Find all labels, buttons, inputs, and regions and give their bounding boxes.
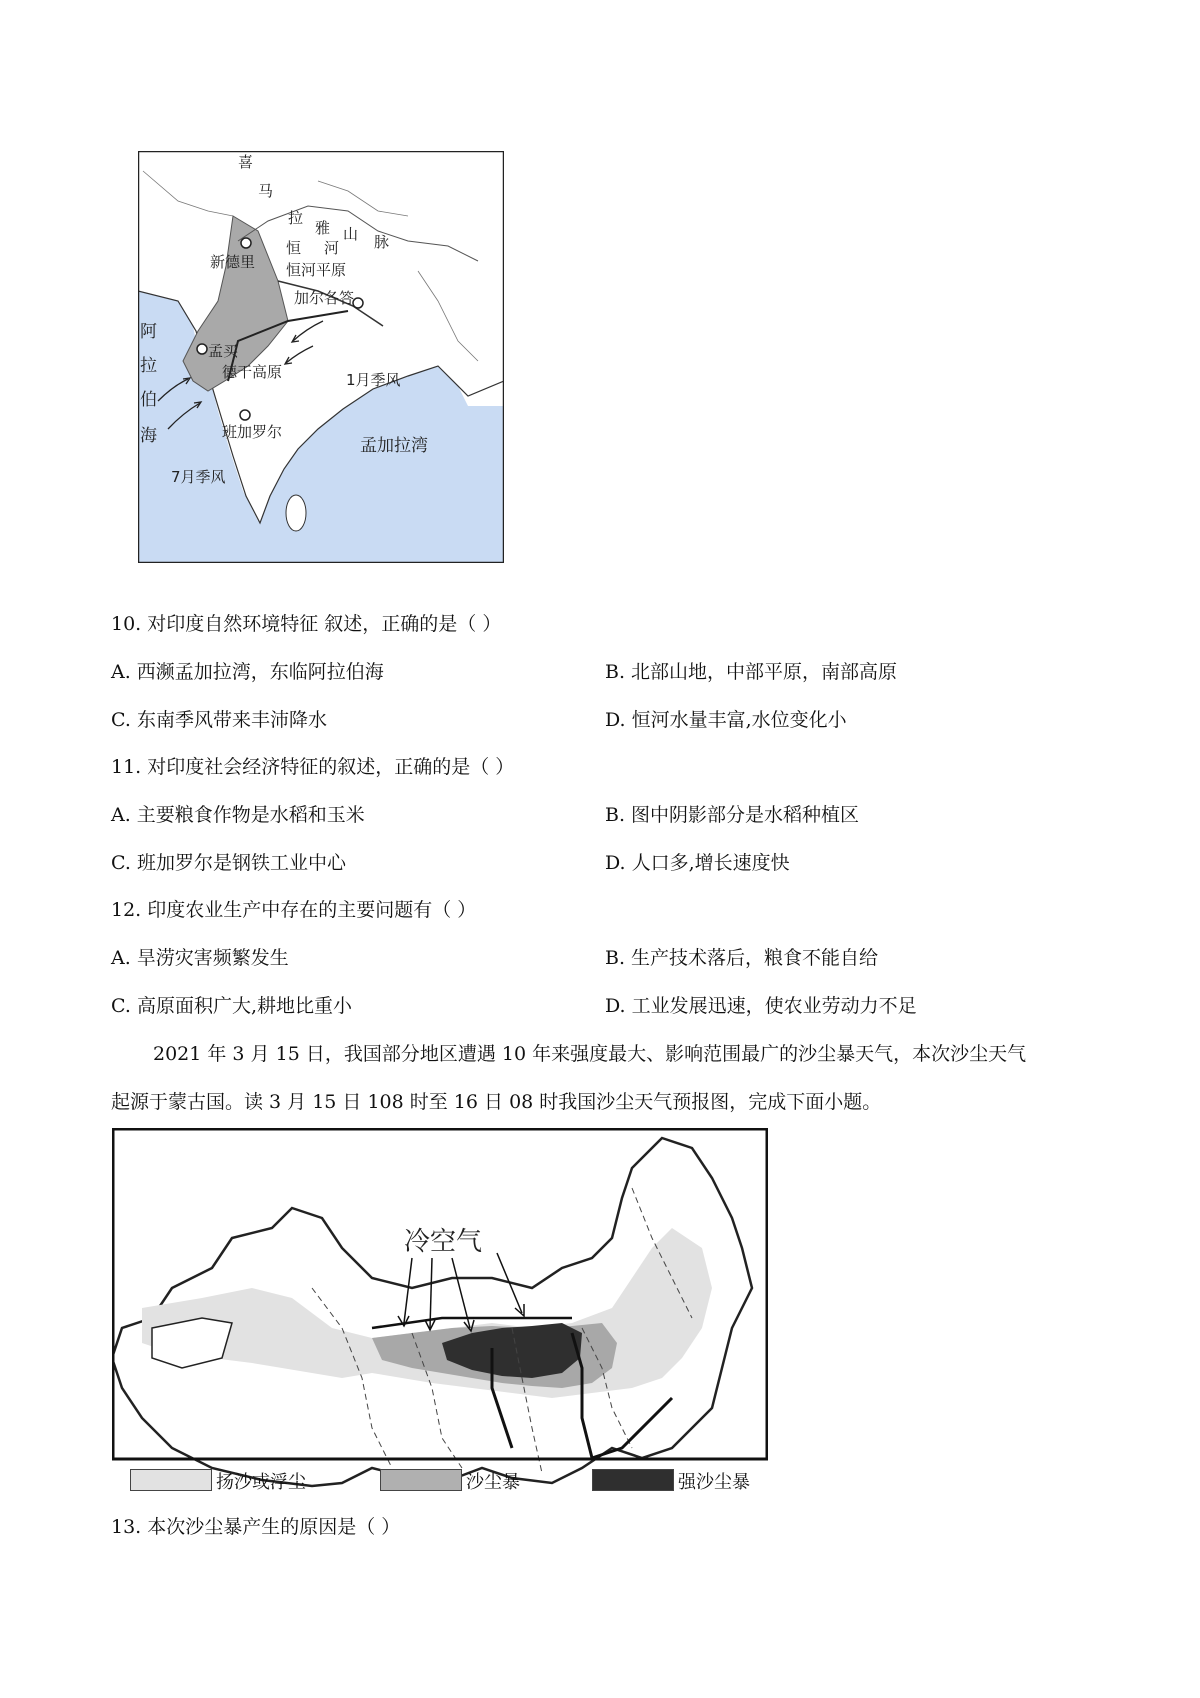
india-map-figure <box>138 151 504 563</box>
question-11-option-d[interactable]: D. 人口多,增长速度快 <box>605 852 790 874</box>
question-11-option-c[interactable]: C. 班加罗尔是钢铁工业中心 <box>111 852 346 874</box>
deccan-label: 德干高原 <box>222 363 283 381</box>
himalaya-char-4: 雅 <box>315 219 331 237</box>
question-12-option-c[interactable]: C. 高原面积广大,耕地比重小 <box>111 995 352 1017</box>
legend-swatch-dark <box>592 1469 674 1491</box>
new-delhi-marker <box>241 238 251 248</box>
question-11-stem: 11. 对印度社会经济特征的叙述，正确的是（ ） <box>111 756 515 778</box>
jan-monsoon-label: 1月季风 <box>346 371 401 389</box>
ganges-char-1: 恒 <box>286 239 302 257</box>
question-12-option-a[interactable]: A. 旱涝灾害频繁发生 <box>111 947 289 969</box>
arabian-sea-char-2: 拉 <box>140 356 157 376</box>
kolkata-marker <box>353 298 363 308</box>
bay-of-bengal-label: 孟加拉湾 <box>360 436 428 456</box>
arabian-sea-char-3: 伯 <box>140 390 157 410</box>
jul-monsoon-label: 7月季风 <box>171 468 226 486</box>
cold-air-label: 冷空气 <box>404 1227 483 1257</box>
question-10-stem: 10. 对印度自然环境特征 叙述，正确的是（ ） <box>111 613 502 635</box>
question-12-option-b[interactable]: B. 生产技术落后，粮食不能自给 <box>605 947 879 969</box>
india-map <box>138 151 504 563</box>
passage-line-2: 起源于蒙古国。读 3 月 15 日 108 时至 16 日 08 时我国沙尘天气预报图，完成下面小题。 <box>111 1091 882 1113</box>
bangalore-label: 班加罗尔 <box>222 423 283 441</box>
himalaya-char-2: 马 <box>258 182 274 200</box>
question-10-option-d[interactable]: D. 恒河水量丰富,水位变化小 <box>605 709 847 731</box>
question-13-stem: 13. 本次沙尘暴产生的原因是（ ） <box>111 1516 401 1538</box>
legend-swatch-medium <box>380 1469 462 1491</box>
question-10-option-a[interactable]: A. 西濒孟加拉湾，东临阿拉伯海 <box>111 661 384 683</box>
himalaya-char-6: 脉 <box>374 233 390 251</box>
himalaya-char-3: 拉 <box>288 209 304 227</box>
legend-label-dark: 强沙尘暴 <box>678 1472 750 1493</box>
dust-map <box>112 1128 768 1490</box>
arabian-sea-char-1: 阿 <box>140 322 157 342</box>
legend-label-light: 扬沙或浮尘 <box>216 1472 306 1493</box>
bangalore-marker <box>240 410 250 420</box>
question-10-option-c[interactable]: C. 东南季风带来丰沛降水 <box>111 709 327 731</box>
question-12-stem: 12. 印度农业生产中存在的主要问题有（ ） <box>111 899 477 921</box>
legend-label-medium: 沙尘暴 <box>466 1472 520 1493</box>
question-12-option-d[interactable]: D. 工业发展迅速，使农业劳动力不足 <box>605 995 917 1017</box>
ganges-char-2: 河 <box>324 239 340 257</box>
dust-map-figure <box>112 1128 768 1490</box>
passage-line-1: 2021 年 3 月 15 日，我国部分地区遭遇 10 年来强度最大、影响范围最广的沙尘暴天气，本次沙尘天气 <box>153 1043 1027 1065</box>
mumbai-label: 孟买 <box>208 342 239 360</box>
question-10-option-b[interactable]: B. 北部山地，中部平原，南部高原 <box>605 661 898 683</box>
mumbai-marker <box>197 344 207 354</box>
arabian-sea-char-4: 海 <box>140 426 157 446</box>
ganges-plain-label: 恒河平原 <box>286 261 347 279</box>
question-11-option-a[interactable]: A. 主要粮食作物是水稻和玉米 <box>111 804 365 826</box>
question-11-option-b[interactable]: B. 图中阴影部分是水稻种植区 <box>605 804 860 826</box>
new-delhi-label: 新德里 <box>210 253 256 271</box>
legend-swatch-light <box>130 1469 212 1491</box>
himalaya-char-5: 山 <box>343 225 359 243</box>
himalaya-char-1: 喜 <box>238 153 254 171</box>
kolkata-label: 加尔各答 <box>294 289 355 307</box>
